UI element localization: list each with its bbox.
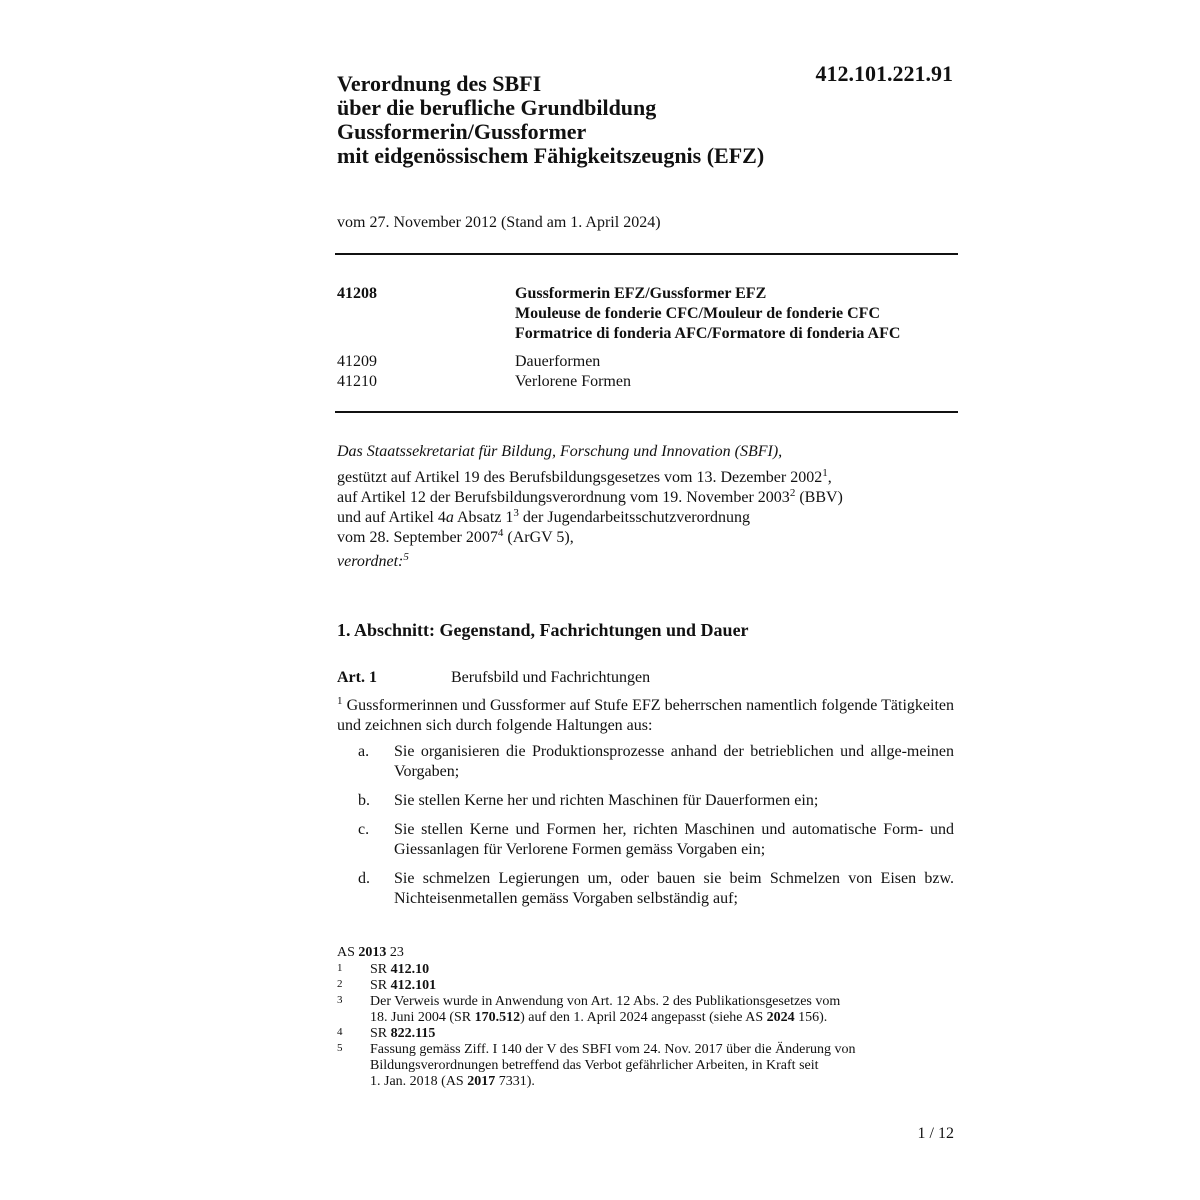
legal-basis-text: der Jugendarbeitsschutzverordnung: [518, 509, 750, 526]
footnote-number: 2: [337, 978, 343, 990]
footnote-ref[interactable]: 4: [497, 527, 504, 539]
article-heading: [337, 668, 650, 688]
footnote-text: [370, 962, 957, 978]
divider-top: [335, 253, 958, 255]
list-text: Sie organisieren die Produktionsprozesse anhand der betrieblichen und allge-meinen Vorgaben;: [394, 743, 954, 780]
footnote-segment: SR: [370, 1026, 391, 1041]
footnote-ref[interactable]: 2: [789, 487, 796, 499]
date-line: vom 27. November 2012 (Stand am 1. April 2024): [337, 214, 661, 231]
sr-number: 412.101.221.91: [815, 61, 953, 86]
footnote-line: [370, 1026, 957, 1042]
paragraph-text: Gussformerinnen und Gussformer auf Stufe EFZ beherrschen namentlich folgende Tätigkeiten und zeichnen sich durch folgende Haltungen aus:: [337, 697, 954, 734]
legal-basis-line: [337, 528, 957, 548]
footnote: [337, 962, 957, 978]
footnote-segment: 1. Jan. 2018 (AS: [370, 1074, 468, 1089]
as-page: 23: [386, 945, 404, 960]
list-text: Sie schmelzen Legierungen um, oder bauen sie beim Schmelzen von Eisen bzw. Nichteisenmetallen gemäss Vorgaben selbständig auf;: [394, 870, 954, 907]
list-item: [337, 742, 954, 782]
list-text: Sie stellen Kerne her und richten Maschinen für Dauerformen ein;: [394, 792, 819, 809]
title-line: Gussformerin/Gussformer: [337, 119, 587, 144]
footnote-line: [370, 978, 957, 994]
footnote-segment: 2017: [467, 1074, 496, 1089]
as-year: 2013: [358, 945, 387, 960]
footnote-segment: Bildungsverordnungen betreffend das Verbot gefährlicher Arbeiten, in Kraft seit: [370, 1058, 819, 1073]
footnote: [337, 978, 957, 994]
footnote-line: [370, 1058, 957, 1074]
profession-names: [515, 284, 957, 344]
footnote-ref[interactable]: 3: [513, 507, 519, 519]
specialization-name: Verlorene Formen: [515, 373, 631, 390]
profession-main-row: [337, 284, 957, 352]
footnote-segment: 2024: [766, 1010, 795, 1025]
footnote: [337, 1042, 957, 1090]
legal-basis-text: auf Artikel 12 der Berufsbildungsverordnung vom 19. November 2003: [337, 489, 790, 506]
footnote-segment: 7331).: [495, 1074, 535, 1089]
footnote-text: [370, 1042, 957, 1090]
as-prefix: AS: [337, 945, 359, 960]
preamble: [337, 442, 957, 572]
list-item: [337, 791, 954, 811]
footnote-line: [370, 1042, 957, 1058]
activity-list: [337, 742, 954, 918]
specialization-name: Dauerformen: [515, 353, 601, 370]
footnote-segment: Der Verweis wurde in Anwendung von Art. 12 Abs. 2 des Publikationsgesetzes vom: [370, 994, 841, 1009]
legal-basis-text: Absatz 1: [453, 509, 514, 526]
profession-name-it: Formatrice di fonderia AFC/Formatore di fonderia AFC: [515, 325, 901, 342]
article-title: Berufsbild und Fachrichtungen: [451, 669, 651, 686]
footnote-segment: ) auf den 1. April 2024 angepasst (siehe AS: [520, 1010, 767, 1025]
legal-basis-text: und auf Artikel 4: [337, 509, 446, 526]
footnote-line: [370, 1074, 957, 1090]
profession-name-de: Gussformerin EFZ/Gussformer EFZ: [515, 285, 767, 302]
section-heading: 1. Abschnitt: Gegenstand, Fachrichtungen und Dauer: [337, 620, 749, 640]
legal-basis-text: a: [445, 509, 454, 526]
footnote-segment: 412.101: [390, 978, 437, 993]
legal-basis-text: vom 28. September 2007: [337, 529, 498, 546]
footnote-text: [370, 1026, 957, 1042]
footnote-number: 4: [337, 1026, 343, 1038]
profession-table: [337, 284, 957, 392]
legal-basis-text: ,: [827, 469, 832, 486]
list-letter: c.: [358, 821, 370, 838]
footnote-text: [370, 978, 957, 994]
profession-code: 41208: [337, 285, 377, 302]
list-text: Sie stellen Kerne und Formen her, richten Maschinen und automatische Form- und Giessanlagen für Verlorene Formen gemäss Vorgaben ein;: [394, 821, 954, 858]
legal-basis-text: (ArGV 5),: [503, 529, 574, 546]
list-letter: b.: [358, 792, 370, 809]
issuing-authority: Das Staatssekretariat für Bildung, Forschung und Innovation (SBFI),: [337, 443, 783, 460]
footnote-number: 1: [337, 962, 343, 974]
legal-basis-line: [337, 468, 957, 488]
footnote-segment: 18. Juni 2004 (SR: [370, 1010, 475, 1025]
document-title: [337, 72, 897, 168]
article-number: Art. 1: [337, 669, 377, 686]
footnote-segment: SR: [370, 978, 391, 993]
profession-name-fr: Mouleuse de fonderie CFC/Mouleur de fonderie CFC: [515, 305, 880, 322]
list-item: [337, 820, 954, 860]
list-letter: a.: [358, 743, 370, 760]
footnote-line: [370, 1010, 957, 1026]
footnote-segment: 822.115: [390, 1026, 436, 1041]
footnote-text: [370, 994, 957, 1026]
paragraph-number: 1: [337, 695, 343, 707]
footnote-segment: 412.10: [390, 962, 430, 977]
legal-basis-line: [337, 488, 957, 508]
footnote-segment: 170.512: [474, 1010, 521, 1025]
title-line: Verordnung des SBFI: [337, 71, 542, 96]
title-line: mit eidgenössischem Fähigkeitszeugnis (EFZ): [337, 143, 765, 168]
footnote-segment: SR: [370, 962, 391, 977]
footnote-ref[interactable]: 5: [403, 551, 409, 563]
footnote-number: 5: [337, 1042, 343, 1054]
list-letter: d.: [358, 870, 370, 887]
specialization-code: 41209: [337, 353, 377, 370]
ordains-text: verordnet:: [337, 553, 404, 570]
legal-basis-text: (BBV): [795, 489, 843, 506]
specialization-code: 41210: [337, 373, 377, 390]
footnote-segment: 156).: [794, 1010, 828, 1025]
footnotes: [337, 945, 957, 1090]
footnote-number: 3: [337, 994, 343, 1006]
list-item: [337, 869, 954, 909]
footnote-ref[interactable]: 1: [822, 467, 828, 479]
official-collection-reference: [337, 945, 957, 961]
footnote: [337, 994, 957, 1026]
title-line: über die berufliche Grundbildung: [337, 95, 657, 120]
specialization-row: [337, 372, 957, 392]
legal-basis: [337, 468, 957, 548]
footnote-line: [370, 962, 957, 978]
article-paragraph: [337, 696, 954, 736]
footnote: [337, 1026, 957, 1042]
specialization-row: [337, 352, 957, 372]
footnote-line: [370, 994, 957, 1010]
divider-bottom: [335, 411, 958, 413]
legal-basis-text: gestützt auf Artikel 19 des Berufsbildungsgesetzes vom 13. Dezember 2002: [337, 469, 823, 486]
page-number: 1 / 12: [917, 1125, 954, 1142]
ordains-line: [337, 552, 957, 572]
legal-basis-line: [337, 508, 957, 528]
footnote-segment: Fassung gemäss Ziff. I 140 der V des SBFI vom 24. Nov. 2017 über die Änderung von: [370, 1042, 856, 1057]
